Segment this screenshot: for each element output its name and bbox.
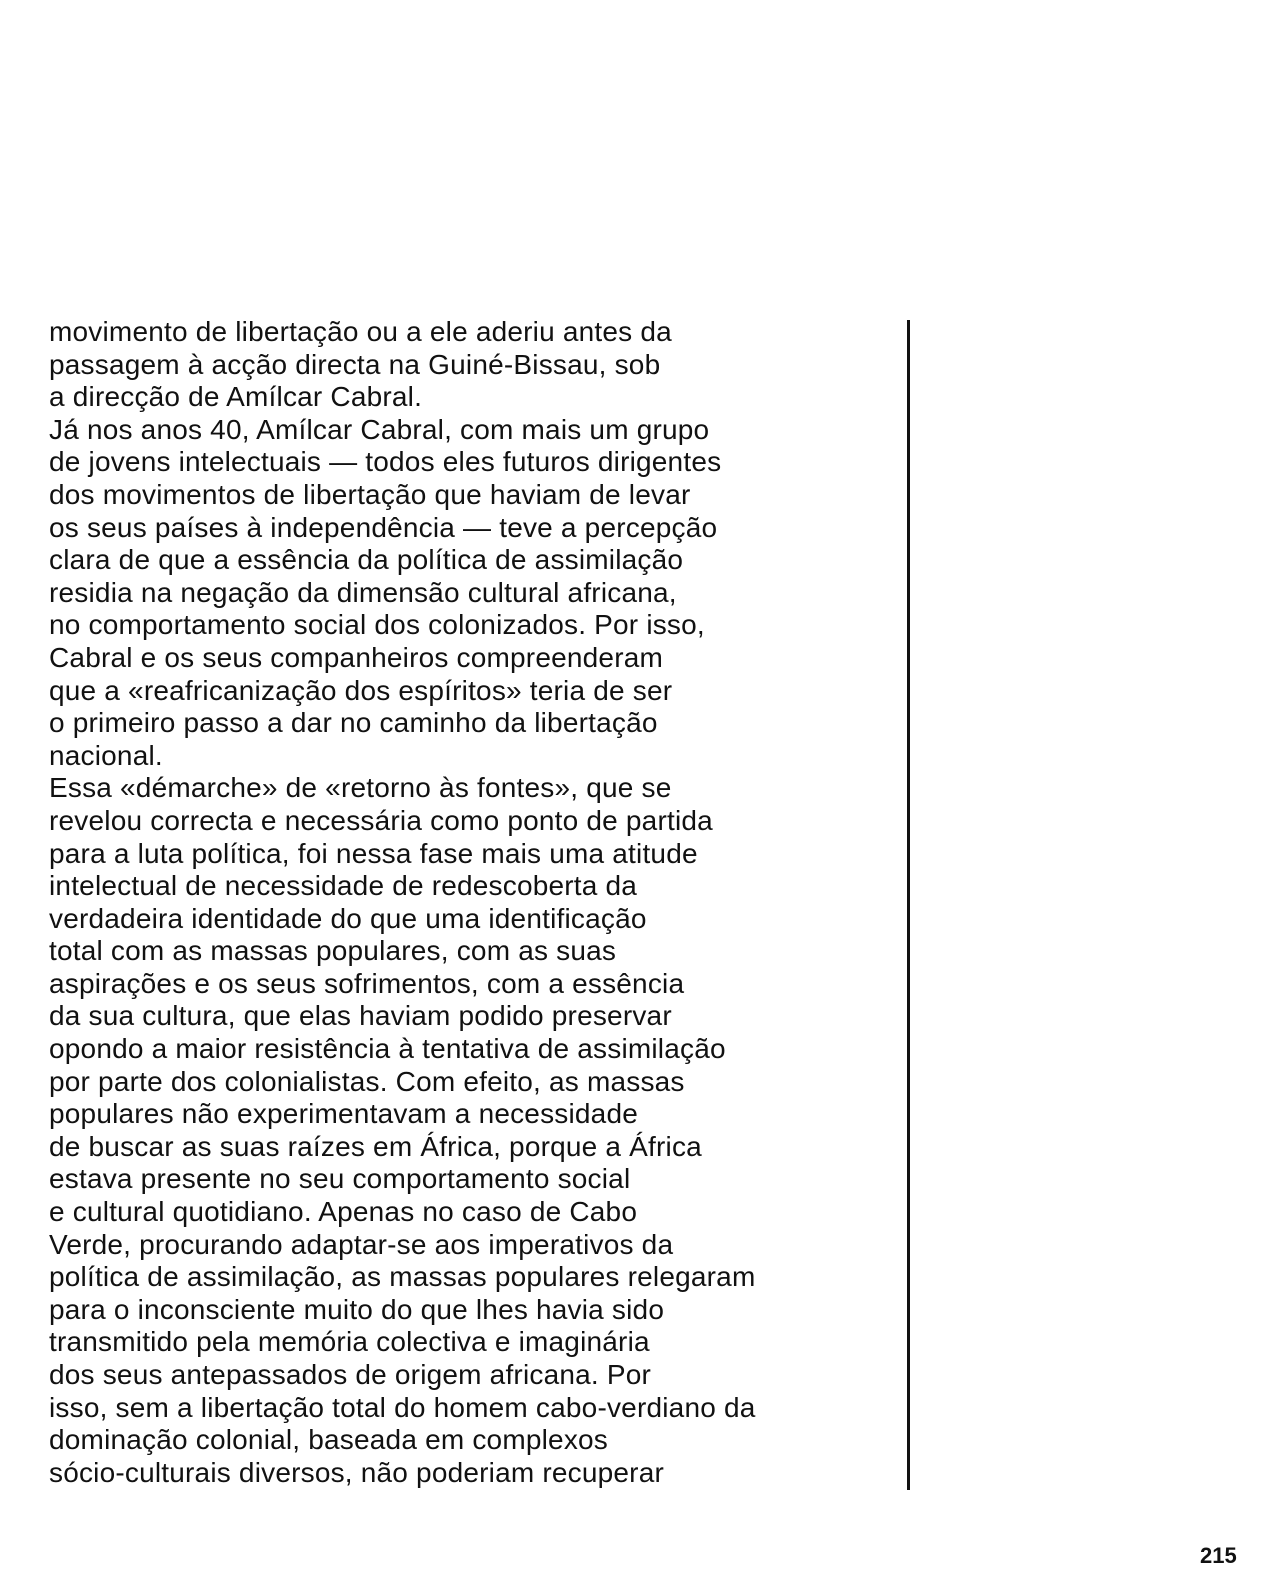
text-line: total com as massas populares, com as suas [49,935,617,967]
text-line: por parte dos colonialistas. Com efeito, as massas [49,1065,685,1097]
text-line: estava presente no seu comportamento social [49,1163,631,1195]
text-line: clara de que a essência da política de assimilação [49,544,684,576]
text-line: Já nos anos 40, Amílcar Cabral, com mais um grupo [49,413,710,445]
text-line: e cultural quotidiano. Apenas no caso de Cabo [49,1196,638,1228]
text-line: Cabral e os seus companheiros compreenderam [49,641,664,673]
text-line: isso, sem a libertação total do homem cabo-verdiano da [49,1391,756,1423]
text-line: Verde, procurando adaptar-se aos imperativos da [49,1228,674,1260]
text-line: no comportamento social dos colonizados. Por isso, [49,609,705,641]
text-line: aspirações e os seus sofrimentos, com a essência [49,967,685,999]
text-line: dominação colonial, baseada em complexos [49,1424,608,1456]
text-line: opondo a maior resistência à tentativa de assimilação [49,1033,726,1065]
text-line: verdadeira identidade do que uma identificação [49,902,647,934]
body-text [49,316,899,1489]
text-line: sócio-culturais diversos, não poderiam recuperar [49,1456,664,1488]
text-line: o primeiro passo a dar no caminho da libertação [49,707,658,739]
page-number: 215 [1200,1543,1237,1568]
text-line: de jovens intelectuais — todos eles futuros dirigentes [49,446,722,478]
text-line: dos movimentos de libertação que haviam de levar [49,478,691,510]
text-line: passagem à acção directa na Guiné-Bissau, sob [49,348,661,380]
margin-rule [907,320,910,1490]
text-line: para o inconsciente muito do que lhes havia sido [49,1293,665,1325]
text-line: residia na negação da dimensão cultural africana, [49,576,677,608]
text-line: dos seus antepassados de origem africana. Por [49,1359,652,1390]
text-line: populares não experimentavam a necessidade [49,1098,638,1130]
text-line: revelou correcta e necessária como ponto de partida [49,804,713,836]
text-line: que a «reafricanização dos espíritos» teria de ser [49,674,673,706]
text-line: movimento de libertação ou a ele aderiu antes da [49,316,672,347]
text-line: de buscar as suas raízes em África, porque a África [49,1130,702,1162]
text-line: para a luta política, foi nessa fase mais uma atitude [49,837,698,869]
text-line: transmitido pela memória colectiva e imaginária [49,1326,650,1358]
text-line: da sua cultura, que elas haviam podido preservar [49,1000,672,1032]
text-line: Essa «démarche» de «retorno às fontes», que se [49,772,672,804]
text-line: a direcção de Amílcar Cabral. [49,381,423,413]
text-line: nacional. [49,739,163,771]
text-line: os seus países à independência — teve a percepção [49,511,718,543]
text-line: política de assimilação, as massas populares relegaram [49,1261,756,1293]
text-line: intelectual de necessidade de redescoberta da [49,870,638,902]
